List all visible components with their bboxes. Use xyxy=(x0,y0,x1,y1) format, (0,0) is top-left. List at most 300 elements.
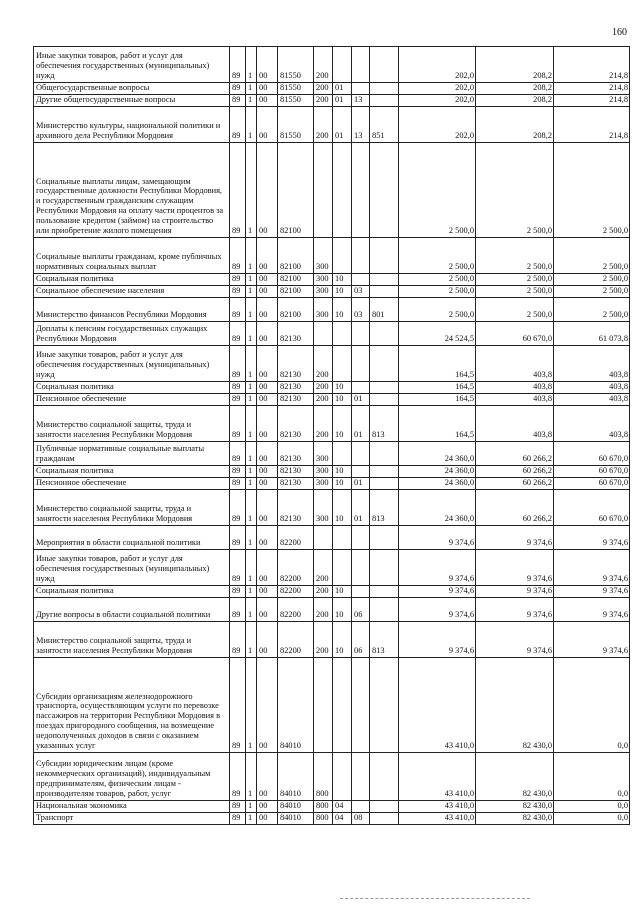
expense-type-cell xyxy=(314,658,333,753)
expense-type-cell: 300 xyxy=(314,274,333,286)
code-cell: 1 xyxy=(246,107,257,143)
code-cell: 1 xyxy=(246,550,257,586)
expense-type-cell: 300 xyxy=(314,298,333,322)
code-cell: 00 xyxy=(257,622,278,658)
amount-year-1: 43 410,0 xyxy=(399,658,476,753)
ministry-cell xyxy=(370,286,399,298)
amount-year-1: 2 500,0 xyxy=(399,298,476,322)
amount-year-2: 403,8 xyxy=(476,346,554,382)
row-name: Социальная политика xyxy=(34,382,230,394)
row-name: Министерство социальной защиты, труда и занятости населения Республики Мордовия xyxy=(34,406,230,442)
table-row xyxy=(34,286,630,298)
table-row xyxy=(34,83,630,95)
amount-year-3: 403,8 xyxy=(554,406,630,442)
ministry-cell xyxy=(370,442,399,466)
amount-year-1: 2 500,0 xyxy=(399,274,476,286)
ministry-cell xyxy=(370,143,399,238)
amount-year-2: 208,2 xyxy=(476,47,554,83)
section-cell: 10 xyxy=(333,286,352,298)
code-cell: 00 xyxy=(257,47,278,83)
row-name: Пенсионное обеспечение xyxy=(34,394,230,406)
code-cell: 89 xyxy=(230,322,246,346)
ministry-cell xyxy=(370,550,399,586)
amount-year-1: 9 374,6 xyxy=(399,598,476,622)
amount-year-3: 2 500,0 xyxy=(554,238,630,274)
ministry-cell xyxy=(370,466,399,478)
code-cell: 00 xyxy=(257,382,278,394)
amount-year-2: 2 500,0 xyxy=(476,274,554,286)
code-cell: 89 xyxy=(230,442,246,466)
expense-type-cell: 200 xyxy=(314,107,333,143)
amount-year-2: 9 374,6 xyxy=(476,622,554,658)
ministry-cell xyxy=(370,238,399,274)
code-cell: 89 xyxy=(230,550,246,586)
amount-year-2: 9 374,6 xyxy=(476,526,554,550)
target-article-cell: 82200 xyxy=(278,526,314,550)
section-cell: 10 xyxy=(333,274,352,286)
row-name: Социальные выплаты гражданам, кроме публичных нормативных социальных выплат xyxy=(34,238,230,274)
target-article-cell: 82100 xyxy=(278,274,314,286)
subsection-cell xyxy=(352,346,370,382)
ministry-cell: 813 xyxy=(370,490,399,526)
amount-year-3: 403,8 xyxy=(554,394,630,406)
amount-year-3: 9 374,6 xyxy=(554,586,630,598)
code-cell: 1 xyxy=(246,598,257,622)
table-row xyxy=(34,143,630,238)
code-cell: 00 xyxy=(257,550,278,586)
code-cell: 89 xyxy=(230,622,246,658)
code-cell: 00 xyxy=(257,813,278,825)
code-cell: 00 xyxy=(257,598,278,622)
row-name: Другие общегосударственные вопросы xyxy=(34,95,230,107)
section-cell xyxy=(333,550,352,586)
section-cell xyxy=(333,753,352,801)
subsection-cell xyxy=(352,382,370,394)
amount-year-3: 214,8 xyxy=(554,107,630,143)
code-cell: 89 xyxy=(230,346,246,382)
code-cell: 89 xyxy=(230,478,246,490)
target-article-cell: 82100 xyxy=(278,298,314,322)
amount-year-1: 2 500,0 xyxy=(399,238,476,274)
code-cell: 89 xyxy=(230,83,246,95)
code-cell: 1 xyxy=(246,83,257,95)
amount-year-3: 60 670,0 xyxy=(554,442,630,466)
amount-year-1: 202,0 xyxy=(399,83,476,95)
table-row xyxy=(34,598,630,622)
table-row xyxy=(34,322,630,346)
amount-year-3: 403,8 xyxy=(554,346,630,382)
expense-type-cell: 300 xyxy=(314,490,333,526)
ministry-cell: 813 xyxy=(370,406,399,442)
amount-year-3: 214,8 xyxy=(554,83,630,95)
amount-year-1: 2 500,0 xyxy=(399,143,476,238)
row-name: Социальная политика xyxy=(34,274,230,286)
expense-type-cell: 200 xyxy=(314,622,333,658)
table-row xyxy=(34,238,630,274)
amount-year-1: 164,5 xyxy=(399,394,476,406)
expense-type-cell: 200 xyxy=(314,382,333,394)
ministry-cell xyxy=(370,382,399,394)
amount-year-3: 9 374,6 xyxy=(554,598,630,622)
amount-year-2: 82 430,0 xyxy=(476,658,554,753)
code-cell: 00 xyxy=(257,753,278,801)
amount-year-3: 214,8 xyxy=(554,47,630,83)
section-cell: 10 xyxy=(333,598,352,622)
code-cell: 1 xyxy=(246,406,257,442)
table-row xyxy=(34,622,630,658)
expense-type-cell: 200 xyxy=(314,346,333,382)
code-cell: 1 xyxy=(246,322,257,346)
amount-year-1: 202,0 xyxy=(399,95,476,107)
code-cell: 1 xyxy=(246,658,257,753)
code-cell: 00 xyxy=(257,238,278,274)
expense-type-cell: 800 xyxy=(314,753,333,801)
subsection-cell xyxy=(352,801,370,813)
code-cell: 89 xyxy=(230,466,246,478)
section-cell: 04 xyxy=(333,813,352,825)
code-cell: 00 xyxy=(257,466,278,478)
row-name: Социальное обеспечение населения xyxy=(34,286,230,298)
subsection-cell: 03 xyxy=(352,298,370,322)
row-name: Публичные нормативные социальные выплаты гражданам xyxy=(34,442,230,466)
subsection-cell xyxy=(352,658,370,753)
amount-year-2: 403,8 xyxy=(476,406,554,442)
section-cell: 10 xyxy=(333,490,352,526)
amount-year-2: 208,2 xyxy=(476,83,554,95)
target-article-cell: 82100 xyxy=(278,286,314,298)
target-article-cell: 82130 xyxy=(278,346,314,382)
code-cell: 1 xyxy=(246,813,257,825)
target-article-cell: 82130 xyxy=(278,382,314,394)
table-row xyxy=(34,298,630,322)
ministry-cell xyxy=(370,586,399,598)
table-row xyxy=(34,382,630,394)
subsection-cell: 13 xyxy=(352,95,370,107)
code-cell: 00 xyxy=(257,107,278,143)
amount-year-2: 208,2 xyxy=(476,95,554,107)
code-cell: 00 xyxy=(257,394,278,406)
table-row xyxy=(34,394,630,406)
code-cell: 1 xyxy=(246,238,257,274)
amount-year-1: 43 410,0 xyxy=(399,813,476,825)
amount-year-1: 9 374,6 xyxy=(399,550,476,586)
section-cell: 10 xyxy=(333,394,352,406)
amount-year-1: 43 410,0 xyxy=(399,801,476,813)
table-row xyxy=(34,801,630,813)
amount-year-1: 24 360,0 xyxy=(399,466,476,478)
code-cell: 00 xyxy=(257,442,278,466)
amount-year-2: 82 430,0 xyxy=(476,801,554,813)
section-cell xyxy=(333,442,352,466)
row-name: Пенсионное обеспечение xyxy=(34,478,230,490)
code-cell: 89 xyxy=(230,406,246,442)
row-name: Социальная политика xyxy=(34,466,230,478)
target-article-cell: 84010 xyxy=(278,813,314,825)
amount-year-3: 60 670,0 xyxy=(554,490,630,526)
amount-year-2: 82 430,0 xyxy=(476,813,554,825)
amount-year-3: 403,8 xyxy=(554,382,630,394)
code-cell: 89 xyxy=(230,47,246,83)
amount-year-3: 2 500,0 xyxy=(554,286,630,298)
footer-rule xyxy=(340,898,530,899)
table-row xyxy=(34,586,630,598)
amount-year-2: 2 500,0 xyxy=(476,143,554,238)
code-cell: 89 xyxy=(230,586,246,598)
subsection-cell xyxy=(352,753,370,801)
code-cell: 00 xyxy=(257,658,278,753)
amount-year-2: 2 500,0 xyxy=(476,298,554,322)
amount-year-3: 0,0 xyxy=(554,753,630,801)
code-cell: 1 xyxy=(246,801,257,813)
code-cell: 1 xyxy=(246,47,257,83)
row-name: Транспорт xyxy=(34,813,230,825)
amount-year-1: 164,5 xyxy=(399,346,476,382)
amount-year-1: 2 500,0 xyxy=(399,286,476,298)
table-row xyxy=(34,466,630,478)
subsection-cell xyxy=(352,526,370,550)
section-cell: 10 xyxy=(333,466,352,478)
ministry-cell xyxy=(370,801,399,813)
amount-year-2: 60 266,2 xyxy=(476,490,554,526)
code-cell: 89 xyxy=(230,95,246,107)
code-cell: 89 xyxy=(230,598,246,622)
amount-year-1: 9 374,6 xyxy=(399,526,476,550)
section-cell: 10 xyxy=(333,478,352,490)
code-cell: 89 xyxy=(230,298,246,322)
row-name: Национальная экономика xyxy=(34,801,230,813)
expense-type-cell: 300 xyxy=(314,466,333,478)
target-article-cell: 82130 xyxy=(278,466,314,478)
code-cell: 89 xyxy=(230,382,246,394)
target-article-cell: 82130 xyxy=(278,490,314,526)
amount-year-3: 61 073,8 xyxy=(554,322,630,346)
expense-type-cell xyxy=(314,143,333,238)
code-cell: 1 xyxy=(246,442,257,466)
code-cell: 89 xyxy=(230,490,246,526)
subsection-cell xyxy=(352,274,370,286)
code-cell: 89 xyxy=(230,143,246,238)
expense-type-cell: 300 xyxy=(314,478,333,490)
expense-type-cell: 200 xyxy=(314,550,333,586)
section-cell xyxy=(333,526,352,550)
expense-type-cell: 300 xyxy=(314,286,333,298)
expense-type-cell xyxy=(314,322,333,346)
amount-year-2: 60 266,2 xyxy=(476,466,554,478)
budget-table-body xyxy=(34,47,630,825)
target-article-cell: 82100 xyxy=(278,238,314,274)
section-cell: 01 xyxy=(333,83,352,95)
amount-year-3: 214,8 xyxy=(554,95,630,107)
subsection-cell xyxy=(352,322,370,346)
row-name: Другие вопросы в области социальной политики xyxy=(34,598,230,622)
ministry-cell xyxy=(370,322,399,346)
target-article-cell: 82130 xyxy=(278,322,314,346)
code-cell: 89 xyxy=(230,107,246,143)
amount-year-1: 9 374,6 xyxy=(399,586,476,598)
code-cell: 00 xyxy=(257,406,278,442)
code-cell: 00 xyxy=(257,298,278,322)
code-cell: 00 xyxy=(257,478,278,490)
amount-year-1: 202,0 xyxy=(399,47,476,83)
subsection-cell: 03 xyxy=(352,286,370,298)
amount-year-3: 0,0 xyxy=(554,658,630,753)
row-name: Социальные выплаты лицам, замещающим государственные должности Республики Мордовия, и государственным гражданским служащим Республики Мордовия на оплату части процентов за пользование кредитом (займом) на строительство или приобретение жилого помещения xyxy=(34,143,230,238)
expense-type-cell: 300 xyxy=(314,238,333,274)
target-article-cell: 82130 xyxy=(278,394,314,406)
table-row xyxy=(34,550,630,586)
code-cell: 00 xyxy=(257,286,278,298)
expense-type-cell xyxy=(314,526,333,550)
amount-year-2: 9 374,6 xyxy=(476,550,554,586)
subsection-cell xyxy=(352,466,370,478)
expense-type-cell: 200 xyxy=(314,394,333,406)
table-row xyxy=(34,442,630,466)
code-cell: 00 xyxy=(257,274,278,286)
page-number: 160 xyxy=(612,27,627,38)
amount-year-2: 82 430,0 xyxy=(476,753,554,801)
code-cell: 89 xyxy=(230,658,246,753)
section-cell: 04 xyxy=(333,801,352,813)
amount-year-2: 9 374,6 xyxy=(476,598,554,622)
table-row xyxy=(34,813,630,825)
subsection-cell: 01 xyxy=(352,406,370,442)
ministry-cell: 813 xyxy=(370,622,399,658)
amount-year-3: 60 670,0 xyxy=(554,466,630,478)
row-name: Иные закупки товаров, работ и услуг для обеспечения государственных (муниципальных) нужд xyxy=(34,550,230,586)
subsection-cell xyxy=(352,47,370,83)
subsection-cell xyxy=(352,143,370,238)
target-article-cell: 82130 xyxy=(278,406,314,442)
amount-year-1: 24 524,5 xyxy=(399,322,476,346)
amount-year-1: 24 360,0 xyxy=(399,442,476,466)
subsection-cell xyxy=(352,442,370,466)
table-row xyxy=(34,274,630,286)
code-cell: 89 xyxy=(230,753,246,801)
target-article-cell: 82200 xyxy=(278,550,314,586)
code-cell: 00 xyxy=(257,586,278,598)
amount-year-2: 2 500,0 xyxy=(476,286,554,298)
code-cell: 89 xyxy=(230,274,246,286)
code-cell: 00 xyxy=(257,83,278,95)
code-cell: 1 xyxy=(246,298,257,322)
code-cell: 89 xyxy=(230,526,246,550)
target-article-cell: 81550 xyxy=(278,47,314,83)
table-row xyxy=(34,346,630,382)
subsection-cell xyxy=(352,83,370,95)
target-article-cell: 84010 xyxy=(278,658,314,753)
code-cell: 1 xyxy=(246,286,257,298)
expense-type-cell: 200 xyxy=(314,598,333,622)
amount-year-2: 60 266,2 xyxy=(476,442,554,466)
amount-year-1: 24 360,0 xyxy=(399,478,476,490)
target-article-cell: 82200 xyxy=(278,586,314,598)
row-name: Субсидии организациям железнодорожного транспорта, осуществляющим услуги по перевозке пассажиров на территории Республики Мордовия в поездах пригородного сообщения, на возмещение недополученных доходов в связи с оказанием указанных услуг xyxy=(34,658,230,753)
code-cell: 1 xyxy=(246,753,257,801)
table-row xyxy=(34,47,630,83)
amount-year-2: 2 500,0 xyxy=(476,238,554,274)
section-cell xyxy=(333,143,352,238)
code-cell: 00 xyxy=(257,526,278,550)
expense-type-cell: 800 xyxy=(314,801,333,813)
expense-type-cell: 300 xyxy=(314,442,333,466)
section-cell xyxy=(333,658,352,753)
row-name: Министерство культуры, национальной политики и архивного дела Республики Мордовия xyxy=(34,107,230,143)
amount-year-2: 60 670,0 xyxy=(476,322,554,346)
amount-year-3: 9 374,6 xyxy=(554,526,630,550)
amount-year-3: 60 670,0 xyxy=(554,478,630,490)
section-cell: 10 xyxy=(333,298,352,322)
section-cell: 01 xyxy=(333,107,352,143)
code-cell: 89 xyxy=(230,813,246,825)
code-cell: 00 xyxy=(257,143,278,238)
code-cell: 1 xyxy=(246,622,257,658)
code-cell: 1 xyxy=(246,586,257,598)
row-name: Социальная политика xyxy=(34,586,230,598)
row-name: Министерство социальной защиты, труда и занятости населения Республики Мордовия xyxy=(34,622,230,658)
target-article-cell: 82130 xyxy=(278,442,314,466)
code-cell: 1 xyxy=(246,526,257,550)
row-name: Доплаты к пенсиям государственных служащих Республики Мордовия xyxy=(34,322,230,346)
amount-year-3: 0,0 xyxy=(554,801,630,813)
amount-year-3: 2 500,0 xyxy=(554,274,630,286)
code-cell: 1 xyxy=(246,466,257,478)
row-name: Иные закупки товаров, работ и услуг для обеспечения государственных (муниципальных) нужд xyxy=(34,346,230,382)
subsection-cell: 13 xyxy=(352,107,370,143)
amount-year-2: 208,2 xyxy=(476,107,554,143)
target-article-cell: 81550 xyxy=(278,107,314,143)
ministry-cell: 851 xyxy=(370,107,399,143)
code-cell: 00 xyxy=(257,801,278,813)
code-cell: 1 xyxy=(246,490,257,526)
row-name: Субсидии юридическим лицам (кроме некоммерческих организаций), индивидуальным предпринимателям, физическим лицам - производителям товаров, работ, услуг xyxy=(34,753,230,801)
budget-table xyxy=(33,46,630,825)
expense-type-cell: 200 xyxy=(314,83,333,95)
section-cell xyxy=(333,346,352,382)
code-cell: 00 xyxy=(257,490,278,526)
target-article-cell: 84010 xyxy=(278,801,314,813)
code-cell: 00 xyxy=(257,346,278,382)
section-cell: 10 xyxy=(333,406,352,442)
code-cell: 89 xyxy=(230,801,246,813)
code-cell: 1 xyxy=(246,382,257,394)
subsection-cell: 01 xyxy=(352,394,370,406)
table-row xyxy=(34,490,630,526)
amount-year-3: 9 374,6 xyxy=(554,622,630,658)
table-row xyxy=(34,95,630,107)
amount-year-2: 60 266,2 xyxy=(476,478,554,490)
amount-year-3: 9 374,6 xyxy=(554,550,630,586)
code-cell: 1 xyxy=(246,394,257,406)
table-row xyxy=(34,526,630,550)
code-cell: 89 xyxy=(230,238,246,274)
code-cell: 89 xyxy=(230,286,246,298)
ministry-cell xyxy=(370,95,399,107)
table-row xyxy=(34,658,630,753)
section-cell xyxy=(333,47,352,83)
target-article-cell: 82130 xyxy=(278,478,314,490)
ministry-cell xyxy=(370,83,399,95)
expense-type-cell: 200 xyxy=(314,95,333,107)
section-cell xyxy=(333,238,352,274)
amount-year-2: 403,8 xyxy=(476,382,554,394)
target-article-cell: 84010 xyxy=(278,753,314,801)
amount-year-1: 24 360,0 xyxy=(399,490,476,526)
section-cell: 01 xyxy=(333,95,352,107)
amount-year-1: 164,5 xyxy=(399,406,476,442)
expense-type-cell: 800 xyxy=(314,813,333,825)
ministry-cell xyxy=(370,753,399,801)
amount-year-2: 403,8 xyxy=(476,394,554,406)
